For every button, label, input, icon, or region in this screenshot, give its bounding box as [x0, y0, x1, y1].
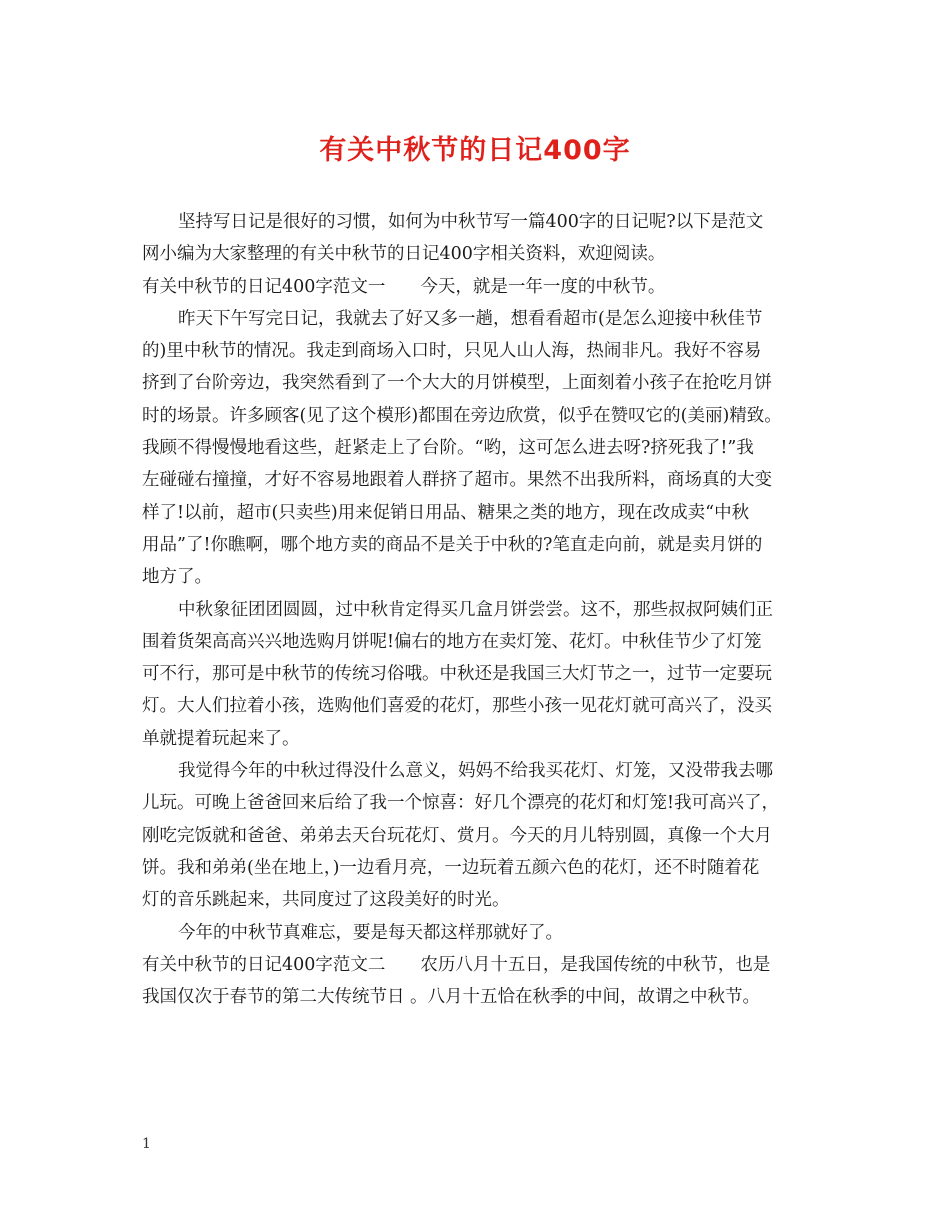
text-line: 时的场景。许多顾客(见了这个模形)都围在旁边欣赏，似乎在赞叹它的(美丽)精致。	[142, 405, 782, 426]
text-line: 我觉得今年的中秋过得没什么意义，妈妈不给我买花灯、灯笼，又没带我去哪	[178, 761, 773, 782]
text-line: 可不行，那可是中秋节的传统习俗哦。中秋还是我国三大灯节之一，过节一定要玩	[142, 664, 772, 685]
page-number: 1	[142, 1136, 151, 1152]
text-line: 坚持写日记是很好的习惯，如何为中秋节写一篇400字的日记呢?以下是范文	[178, 212, 764, 232]
text-line: 挤到了台阶旁边，我突然看到了一个大大的月饼模型，上面刻着小孩子在抢吃月饼	[142, 373, 772, 394]
section-heading-line: 有关中秋节的日记400字范文一 今天，就是一年一度的中秋节。	[142, 276, 666, 297]
section-heading-line: 有关中秋节的日记400字范文二 农历八月十五日，是我国传统的中秋节，也是	[142, 954, 771, 975]
text-line: 用品”了!你瞧啊，哪个地方卖的商品不是关于中秋的?笔直走向前，就是卖月饼的	[142, 534, 763, 555]
text-line: 样了!以前，超市(只卖些)用来促销日用品、糖果之类的地方，现在改成卖“中秋	[142, 502, 750, 523]
text-line: 中秋象征团团圆圆，过中秋肯定得买几盒月饼尝尝。这不，那些叔叔阿姨们正	[178, 599, 773, 620]
text-line: 灯。大人们拉着小孩，选购他们喜爱的花灯，那些小孩一见花灯就可高兴了，没买	[142, 696, 772, 717]
text-line: 刚吃完饭就和爸爸、弟弟去天台玩花灯、赏月。今天的月儿特别圆，真像一个大月	[142, 825, 772, 846]
text-line: 我顾不得慢慢地看这些，赶紧走上了台阶。“哟，这可怎么进去呀?挤死我了!”我	[142, 438, 754, 459]
text-line: 昨天下午写完日记，我就去了好又多一趟，想看看超市(是怎么迎接中秋佳节	[178, 308, 763, 329]
text-line: 今年的中秋节真难忘，要是每天都这样那就好了。	[178, 922, 563, 943]
text-line: 地方了。	[142, 567, 212, 588]
text-line: 围着货架高高兴兴地选购月饼呢!偏右的地方在卖灯笼、花灯。中秋佳节少了灯笼	[142, 631, 762, 652]
text-line: 左碰碰右撞撞，才好不容易地跟着人群挤了超市。果然不出我所料，商场真的大变	[142, 470, 772, 491]
text-line: 单就提着玩起来了。	[142, 728, 300, 749]
document-body	[142, 206, 814, 1013]
text-line: 饼。我和弟弟(坐在地上，)一边看月亮，一边玩着五颜六色的花灯，还不时随着花	[142, 857, 760, 878]
text-line: 儿玩。可晚上爸爸回来后给了我一个惊喜：好几个漂亮的花灯和灯笼!我可高兴了，	[142, 793, 780, 814]
document-title: 有关中秋节的日记400字	[319, 135, 631, 166]
text-line: 的)里中秋节的情况。我走到商场入口时，只见人山人海，热闹非凡。我好不容易	[142, 341, 762, 362]
text-line: 灯的音乐跳起来，共同度过了这段美好的时光。	[142, 890, 510, 911]
text-line: 我国仅次于春节的第二大传统节日 。八月十五恰在秋季的中间，故谓之中秋节。	[142, 987, 761, 1008]
text-line: 网小编为大家整理的有关中秋节的日记400字相关资料，欢迎阅读。	[142, 244, 666, 265]
